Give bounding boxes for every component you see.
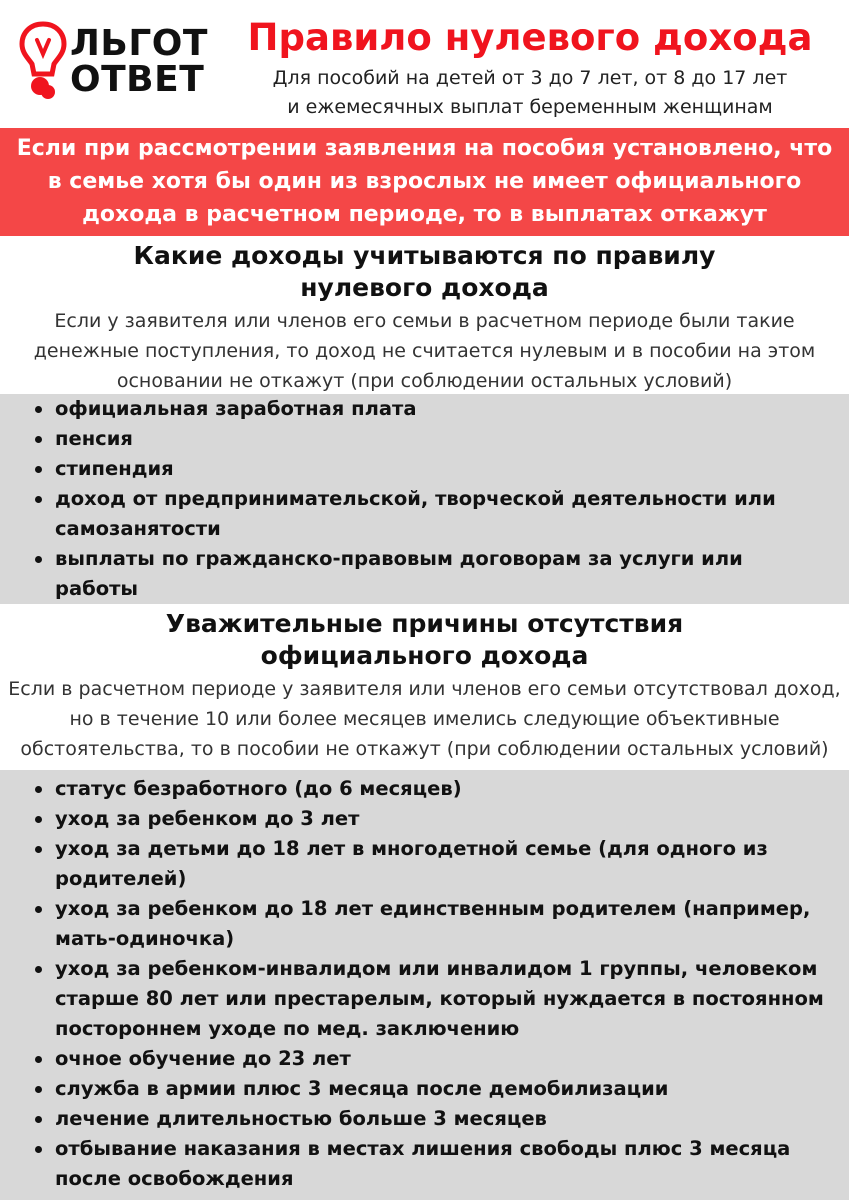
section-description: Если в расчетном периоде у заявителя или членов его семьи отсутствовал доход, но в течение 10 или более месяцев имелись следующие объективные обстоятельства, то в пособии не откажут (при соблюдении остальных условий) <box>8 678 841 760</box>
logo-line1: ЛЬГОТ <box>70 23 208 64</box>
page-subtitle <box>222 64 838 122</box>
section-description: Если у заявителя или членов его семьи в расчетном периоде были такие денежные поступления, то доход не считается нулевым и в пособии на этом основании не откажут (при соблюдении остальных условий) <box>33 310 816 392</box>
list-item: уход за детьми до 18 лет в многодетной семье (для одного из родителей) <box>55 834 849 894</box>
list-item: доход от предпринимательской, творческой деятельности или самозанятости <box>55 484 849 544</box>
logo-line2: ОТВЕТ <box>70 59 205 100</box>
header <box>0 0 849 128</box>
list-item: выплаты по гражданско-правовым договорам за услуги или работы <box>55 544 849 604</box>
section-title <box>0 604 849 672</box>
list-item: официальная заработная плата <box>55 394 849 424</box>
list-item: стипендия <box>55 454 849 484</box>
section-title <box>0 236 849 304</box>
subtitle-line2: и ежемесячных выплат беременным женщинам <box>287 96 773 118</box>
list-item: очное обучение до 23 лет <box>55 1044 849 1074</box>
list-item: уход за ребенком до 18 лет единственным родителем (например, мать-одиночка) <box>55 894 849 954</box>
lightbulb-icon <box>18 20 68 100</box>
list-item: уход за ребенком-инвалидом или инвалидом 1 группы, человеком старше 80 лет или престарелым, который нуждается в постоянном постороннем уходе по мед. заключению <box>55 954 849 1044</box>
list-item: служба в армии плюс 3 месяца после демобилизации <box>55 1074 849 1104</box>
list-item: пенсия <box>55 424 849 454</box>
section-valid-reasons-header <box>0 604 849 770</box>
section-title-line2: официального дохода <box>260 641 589 670</box>
page-title: Правило нулевого дохода <box>247 16 813 59</box>
list-item: лечение длительностью больше 3 месяцев <box>55 1104 849 1134</box>
section-counted-income-header <box>0 236 849 394</box>
list-item: статус безработного (до 6 месяцев) <box>55 774 849 804</box>
subtitle-line1: Для пособий на детей от 3 до 7 лет, от 8 до 17 лет <box>272 67 788 89</box>
section-title-line1: Какие доходы учитываются по правилу <box>133 241 716 270</box>
logo-text <box>70 23 208 100</box>
warning-banner-text: Если при рассмотрении заявления на пособия установлено, что в семье хотя бы один из взрослых не имеет официального дохода в расчетном периоде, то в выплатах откажут <box>16 136 833 227</box>
logo <box>18 20 218 110</box>
section-title-line2: нулевого дохода <box>300 273 549 302</box>
warning-banner <box>0 128 849 236</box>
section-title-line1: Уважительные причины отсутствия <box>165 609 684 638</box>
list-item: уход за ребенком до 3 лет <box>55 804 849 834</box>
list-item: отбывание наказания в местах лишения свободы плюс 3 месяца после освобождения <box>55 1134 849 1194</box>
valid-reasons-list <box>0 770 849 1200</box>
counted-income-list <box>0 394 849 604</box>
